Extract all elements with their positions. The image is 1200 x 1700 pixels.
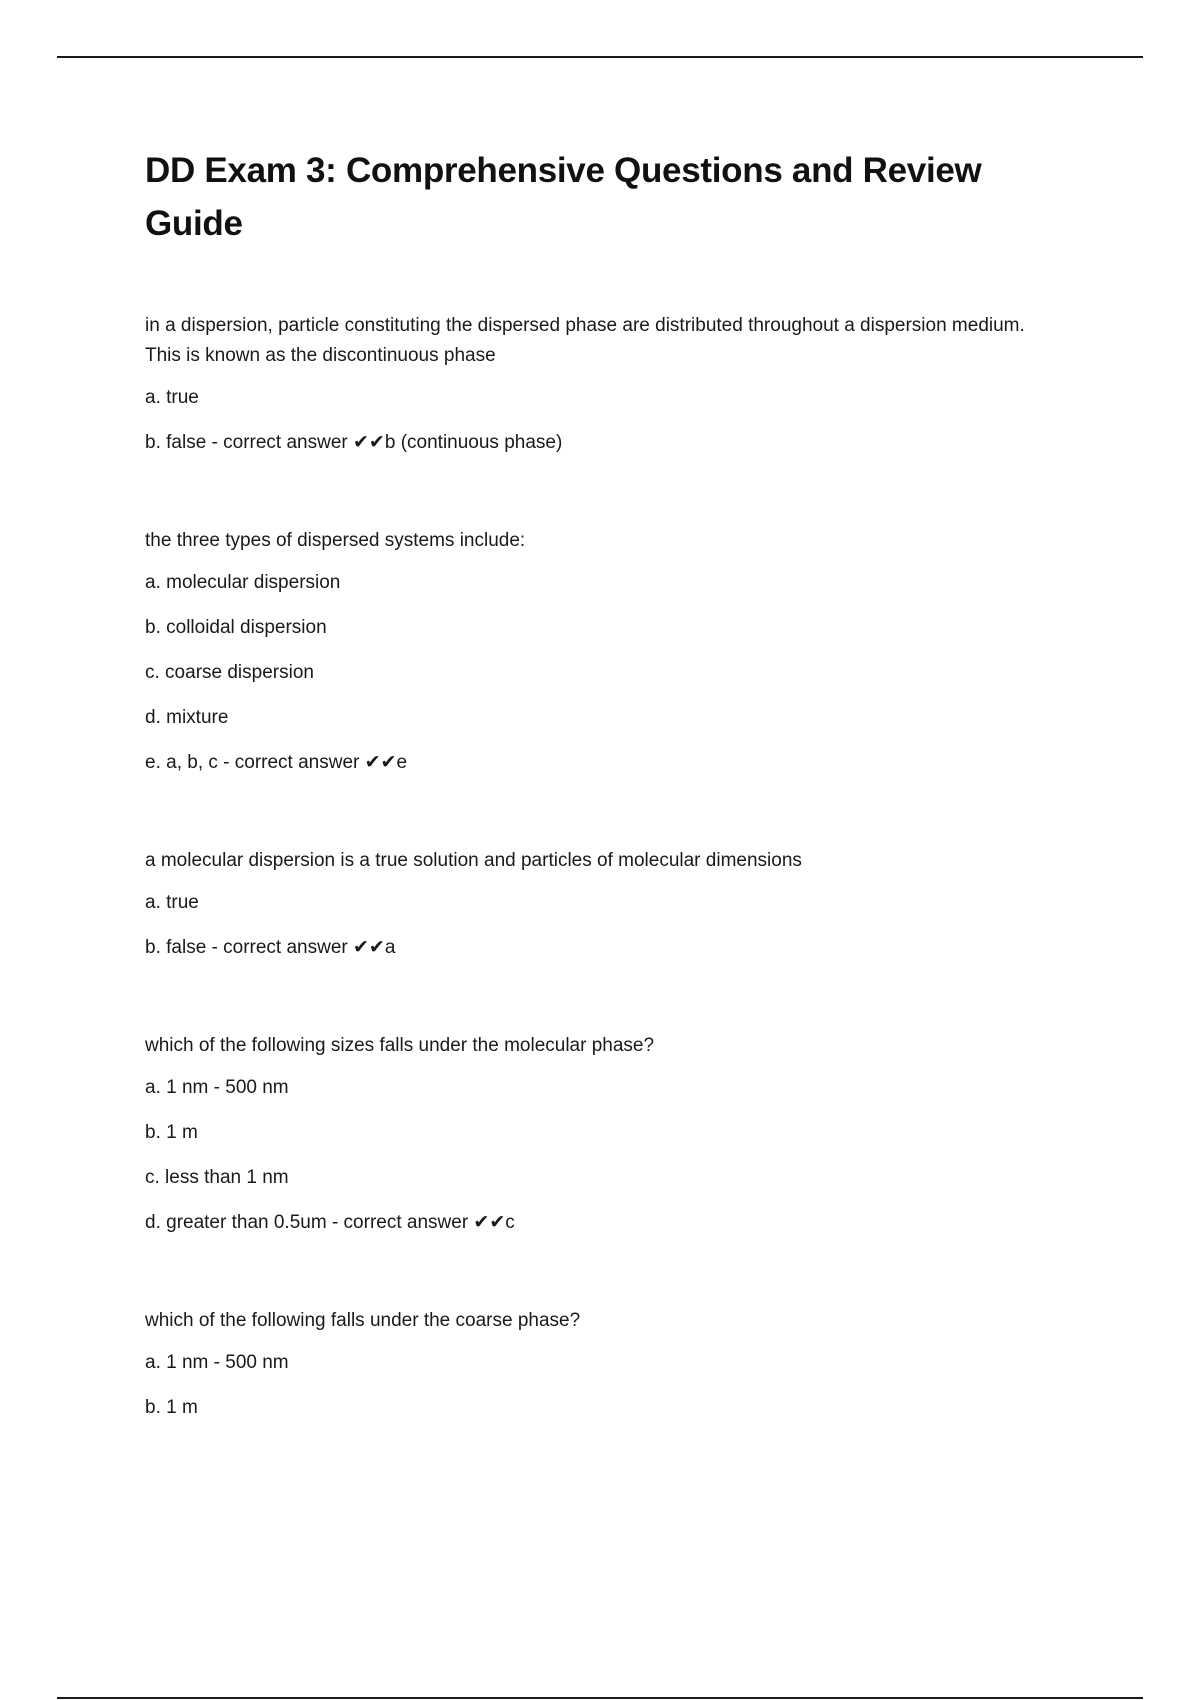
answer-option: a. true [145,892,199,913]
answer-option: a. true [145,387,199,408]
question-2 [145,526,1045,778]
bottom-rule [57,1697,1143,1699]
question-text: which of the following sizes falls under the molecular phase? [145,1035,655,1056]
question-3 [145,846,1045,963]
top-rule [57,56,1143,58]
question-list [145,311,1045,1423]
answer-option: a. molecular dispersion [145,572,341,593]
answer-option: b. false - correct answer ✔✔a [145,937,396,958]
document-title: DD Exam 3: Comprehensive Questions and Review Guide [145,151,982,243]
answer-option: c. less than 1 nm [145,1167,289,1188]
question-text: in a dispersion, particle constituting the dispersed phase are distributed throughout a dispersion medium. This is known as the discontinuous phase [145,315,1025,366]
question-text: the three types of dispersed systems include: [145,530,526,551]
answer-option: b. false - correct answer ✔✔b (continuous phase) [145,432,563,453]
answer-option: a. 1 nm - 500 nm [145,1077,289,1098]
answer-option: b. 1 m [145,1122,198,1143]
document-body [145,144,1045,1491]
question-5 [145,1306,1045,1423]
question-4 [145,1031,1045,1238]
answer-option: d. mixture [145,707,229,728]
answer-option: b. colloidal dispersion [145,617,327,638]
answer-option: a. 1 nm - 500 nm [145,1352,289,1373]
question-text: a molecular dispersion is a true solution and particles of molecular dimensions [145,850,802,871]
question-text: which of the following falls under the coarse phase? [145,1310,581,1331]
answer-option: e. a, b, c - correct answer ✔✔e [145,752,408,773]
answer-option: c. coarse dispersion [145,662,314,683]
answer-option: d. greater than 0.5um - correct answer ✔✔c [145,1212,515,1233]
answer-option: b. 1 m [145,1397,198,1418]
question-1 [145,311,1045,458]
